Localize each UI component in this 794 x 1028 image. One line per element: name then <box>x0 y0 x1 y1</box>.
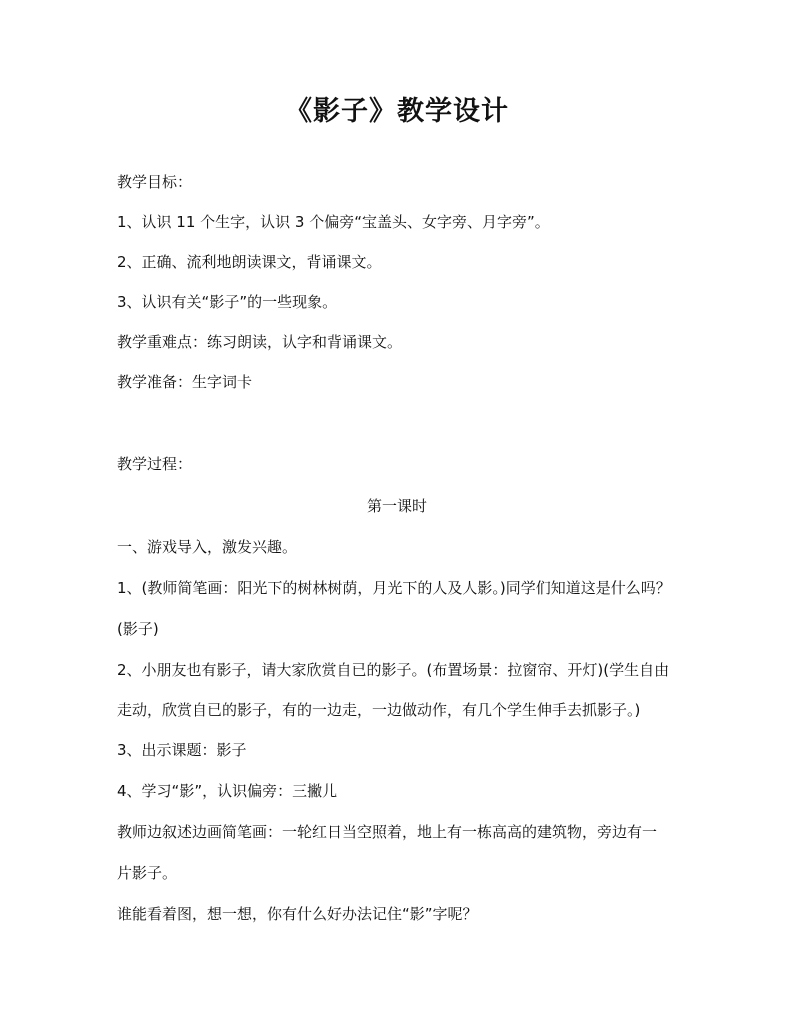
step-paragraph: 3、出示课题：影子 <box>117 741 247 759</box>
document-title: 《影子》教学设计 <box>285 96 509 127</box>
objective-item: 1、认识 11 个生字，认识 3 个偏旁“宝盖头、女字旁、月字旁”。 <box>117 213 550 231</box>
key-points: 教学重难点：练习朗读，认字和背诵课文。 <box>117 333 403 351</box>
objective-item: 2、正确、流利地朗读课文，背诵课文。 <box>117 253 382 271</box>
preparation: 教学准备：生字词卡 <box>117 373 253 391</box>
question-paragraph: 谁能看着图，想一想，你有什么好办法记住“影”字呢？ <box>117 905 478 923</box>
teacher-paragraph: 教师边叙述边画简笔画：一轮红日当空照着，地上有一栋高高的建筑物，旁边有一 <box>117 823 658 841</box>
step-paragraph: (影子) <box>117 620 159 638</box>
section-heading: 一、游戏导入，激发兴趣。 <box>117 538 298 556</box>
objectives-heading: 教学目标： <box>117 173 193 191</box>
step-paragraph: 4、学习“影”，认识偏旁：三撇儿 <box>117 782 338 800</box>
step-paragraph: 1、(教师简笔画：阳光下的树林树荫，月光下的人及人影。)同学们知道这是什么吗？ <box>117 579 671 597</box>
step-paragraph: 走动，欣赏自已的影子，有的一边走，一边做动作，有几个学生伸手去抓影子。) <box>117 701 641 719</box>
step-paragraph: 2、小朋友也有影子，请大家欣赏自已的影子。(布置场景：拉窗帘、开灯)(学生自由 <box>117 661 670 679</box>
process-heading: 教学过程： <box>117 455 193 473</box>
teacher-paragraph: 片影子。 <box>117 864 178 882</box>
objective-item: 3、认识有关“影子”的一些现象。 <box>117 293 338 311</box>
lesson-heading: 第一课时 <box>366 497 427 515</box>
